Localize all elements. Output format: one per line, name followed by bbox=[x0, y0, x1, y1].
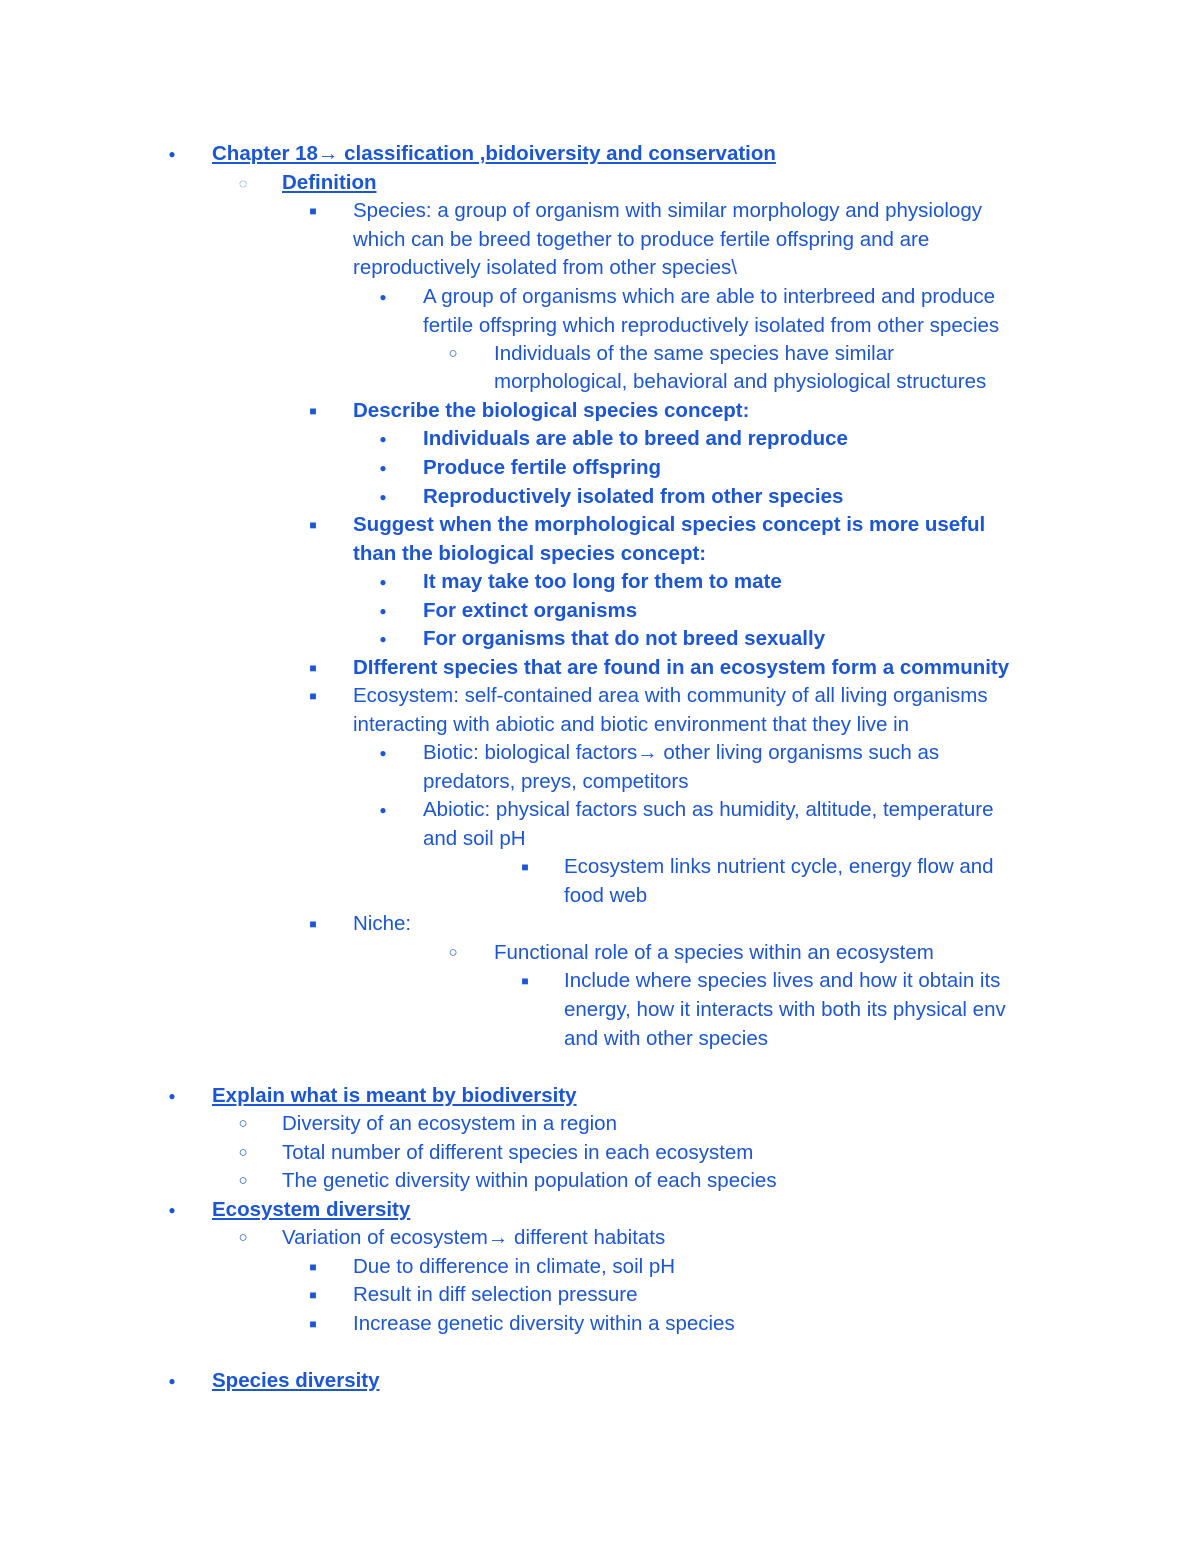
line-text: fertile offspring which reproductively isolated from other species bbox=[423, 314, 1000, 337]
bullet-icon: ○ bbox=[238, 1172, 248, 1189]
line-text: DIfferent species that are found in an ecosystem form a community bbox=[353, 656, 1010, 679]
bullet-icon: ● bbox=[379, 575, 387, 589]
bullet-icon: ■ bbox=[309, 661, 317, 675]
line-text: Functional role of a species within an ecosystem bbox=[494, 941, 934, 964]
bullet-icon: ● bbox=[379, 632, 387, 646]
bullet-icon: ● bbox=[379, 461, 387, 475]
line-text: Produce fertile offspring bbox=[423, 456, 662, 479]
bullet-icon: ● bbox=[379, 803, 387, 817]
line-text: interacting with abiotic and biotic environment that they live in bbox=[353, 713, 910, 736]
line-text: Individuals are able to breed and reproduce bbox=[423, 427, 848, 450]
line-text: which can be breed together to produce fertile offspring and are bbox=[353, 228, 930, 251]
line-text: Niche: bbox=[353, 912, 412, 935]
line-text: Reproductively isolated from other species bbox=[423, 485, 844, 508]
bullet-icon: ● bbox=[168, 1089, 176, 1103]
line-text: A group of organisms which are able to interbreed and produce bbox=[423, 285, 996, 308]
line-text: Definition bbox=[282, 171, 377, 194]
line-text: morphological, behavioral and physiological structures bbox=[494, 370, 987, 393]
line-text: Include where species lives and how it obtain its bbox=[564, 969, 1001, 992]
line-text: For organisms that do not breed sexually bbox=[423, 627, 826, 650]
line-text: Diversity of an ecosystem in a region bbox=[282, 1112, 617, 1135]
line-text: Variation of ecosystem→ different habitats bbox=[282, 1226, 666, 1249]
bullet-icon: ● bbox=[379, 604, 387, 618]
line-text: Ecosystem: self-contained area with community of all living organisms bbox=[353, 684, 988, 707]
line-text: Result in diff selection pressure bbox=[353, 1283, 638, 1306]
line-text: Species diversity bbox=[212, 1369, 380, 1392]
bullet-icon: ● bbox=[379, 490, 387, 504]
bullet-icon: ◌ bbox=[238, 175, 248, 191]
line-text: Due to difference in climate, soil pH bbox=[353, 1255, 676, 1278]
bullet-icon: ○ bbox=[448, 944, 458, 961]
bullet-icon: ■ bbox=[521, 974, 529, 988]
line-text: The genetic diversity within population of each species bbox=[282, 1169, 777, 1192]
line-text: Describe the biological species concept: bbox=[353, 399, 750, 422]
line-text: energy, how it interacts with both its physical env bbox=[564, 998, 1006, 1021]
line-text: Biotic: biological factors→ other living organisms such as bbox=[423, 741, 940, 764]
bullet-icon: ● bbox=[379, 746, 387, 760]
bullet-icon: ● bbox=[168, 1374, 176, 1388]
bullet-icon: ● bbox=[379, 432, 387, 446]
line-text: Explain what is meant by biodiversity bbox=[212, 1084, 577, 1107]
line-text: than the biological species concept: bbox=[353, 542, 707, 565]
bullet-icon: ■ bbox=[521, 860, 529, 874]
line-text: Ecosystem diversity bbox=[212, 1198, 411, 1221]
bullet-icon: ○ bbox=[448, 345, 458, 362]
line-text: Total number of different species in each ecosystem bbox=[282, 1141, 754, 1164]
bullet-icon: ● bbox=[379, 290, 387, 304]
bullet-icon: ● bbox=[168, 1203, 176, 1217]
line-text: Chapter 18→ classification ,bidoiversity and conservation bbox=[212, 142, 776, 165]
line-text: and soil pH bbox=[423, 827, 526, 850]
line-text: Abiotic: physical factors such as humidity, altitude, temperature bbox=[423, 798, 994, 821]
bullet-icon: ○ bbox=[238, 1115, 248, 1132]
line-text: Individuals of the same species have similar bbox=[494, 342, 894, 365]
line-text: predators, preys, competitors bbox=[423, 770, 689, 793]
line-text: reproductively isolated from other species\ bbox=[353, 256, 737, 279]
bullet-icon: ● bbox=[168, 147, 176, 161]
line-text: and with other species bbox=[564, 1027, 768, 1050]
line-text: Ecosystem links nutrient cycle, energy flow and bbox=[564, 855, 994, 878]
line-text: Species: a group of organism with similar morphology and physiology bbox=[353, 199, 982, 222]
bullet-icon: ■ bbox=[309, 404, 317, 418]
bullet-icon: ■ bbox=[309, 689, 317, 703]
bullet-icon: ■ bbox=[309, 1260, 317, 1274]
bullet-icon: ■ bbox=[309, 518, 317, 532]
bullet-icon: ■ bbox=[309, 1317, 317, 1331]
bullet-icon: ○ bbox=[238, 1229, 248, 1246]
line-text: For extinct organisms bbox=[423, 599, 638, 622]
line-text: Suggest when the morphological species concept is more useful bbox=[353, 513, 986, 536]
line-text: food web bbox=[564, 884, 648, 907]
line-text: Increase genetic diversity within a species bbox=[353, 1312, 735, 1335]
bullet-icon: ■ bbox=[309, 1288, 317, 1302]
bullet-icon: ■ bbox=[309, 917, 317, 931]
bullet-icon: ■ bbox=[309, 204, 317, 218]
line-text: It may take too long for them to mate bbox=[423, 570, 782, 593]
bullet-icon: ○ bbox=[238, 1144, 248, 1161]
